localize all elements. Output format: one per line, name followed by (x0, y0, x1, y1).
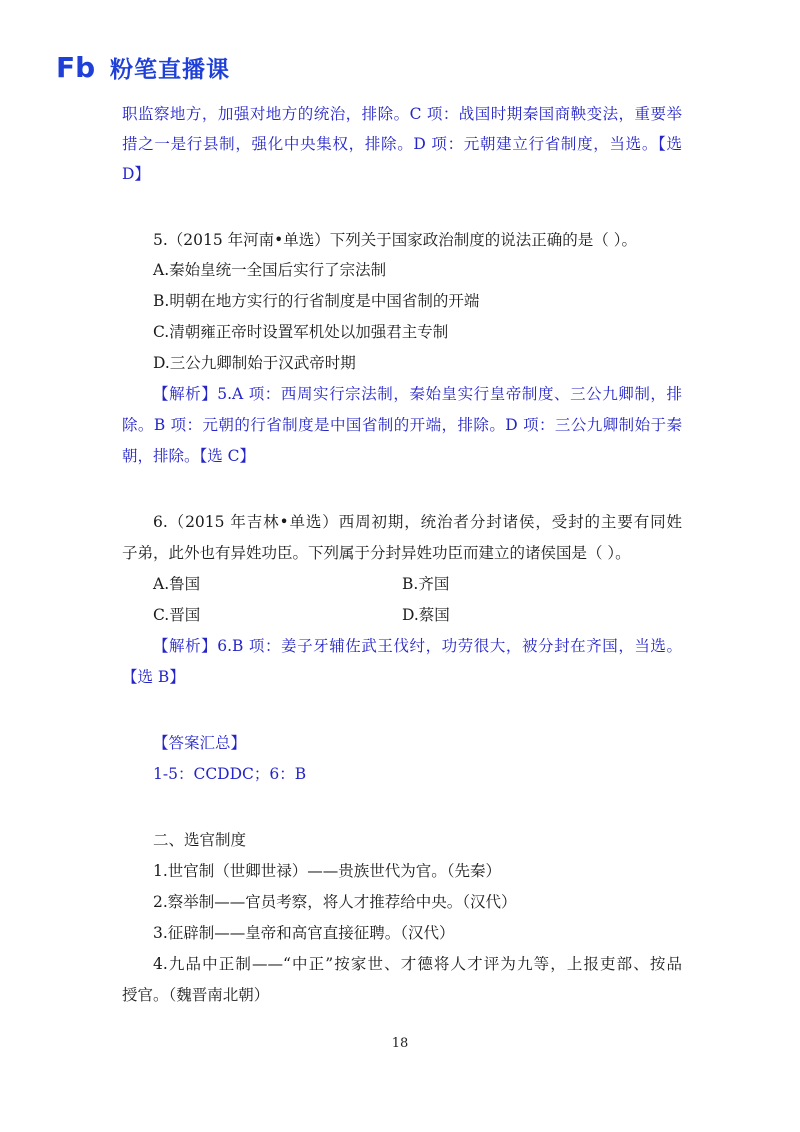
q6-option-c: C.晋国 (153, 606, 201, 624)
q5-analysis-line-3: 朝，排除。【选 C】 (122, 447, 256, 465)
q6-options-row-1 (122, 570, 682, 598)
q5-analysis-line-2: 除。B 项：元朝的行省制度是中国省制的开端，排除。D 项：三公九卿制始于秦 (122, 416, 682, 434)
section2-item-4-line-1: 4.九品中正制——“中正”按家世、才德将人才评为九等，上报吏部、按品 (153, 955, 682, 973)
section2-title: 二、选官制度 (153, 831, 247, 849)
q5-option-d: D.三公九卿制始于汉武帝时期 (153, 354, 356, 372)
header-logo (56, 50, 230, 84)
q5-stem: 5.（2015 年河南•单选）下列关于国家政治制度的说法正确的是（ ）。 (153, 231, 637, 249)
logo-mark-text: Fb (56, 51, 96, 83)
q5-option-c: C.清朝雍正帝时设置军机处以加强君主专制 (153, 323, 449, 341)
q6-analysis-line-1: 【解析】6.B 项：姜子牙辅佐武王伐纣，功劳很大，被分封在齐国，当选。 (153, 637, 682, 655)
q6-options-row-2 (122, 601, 682, 629)
q6-option-b: B.齐国 (402, 575, 450, 593)
q6-stem-line-1: 6.（2015 年吉林•单选）西周初期，统治者分封诸侯，受封的主要有同姓 (153, 513, 682, 531)
summary-title: 【答案汇总】 (153, 734, 247, 752)
section2-item-3: 3.征辟制——皇帝和高官直接征聘。（汉代） (153, 924, 455, 942)
q6-option-d: D.蔡国 (402, 606, 450, 624)
prev-answer-line-3: D】 (122, 165, 150, 183)
q6-stem-line-2: 子弟，此外也有异姓功臣。下列属于分封异姓功臣而建立的诸侯国是（ ）。 (122, 544, 631, 562)
q5-option-b: B.明朝在地方实行的行省制度是中国省制的开端 (153, 292, 480, 310)
summary-answers: 1-5：CCDDC；6：B (153, 765, 307, 783)
fenbi-logo-icon (56, 51, 100, 83)
section2-item-1: 1.世官制（世卿世禄）——贵族世代为官。（先秦） (153, 862, 502, 880)
q5-analysis-line-1: 【解析】5.A 项：西周实行宗法制，秦始皇实行皇帝制度、三公九卿制，排 (153, 385, 682, 403)
q6-analysis-line-2: 【选 B】 (122, 668, 185, 686)
section2-item-4-line-2: 授官。（魏晋南北朝） (122, 986, 270, 1004)
brand-name: 粉笔直播课 (110, 56, 230, 83)
page-number: 18 (391, 1036, 409, 1051)
section2-item-2: 2.察举制——官员考察，将人才推荐给中央。（汉代） (153, 893, 517, 911)
prev-answer-line-2: 措之一是行县制，强化中央集权，排除。D 项：元朝建立行省制度，当选。【选 (122, 135, 682, 153)
q5-option-a: A.秦始皇统一全国后实行了宗法制 (153, 261, 387, 279)
q6-option-a: A.鲁国 (153, 575, 201, 593)
prev-answer-line-1: 职监察地方，加强对地方的统治，排除。C 项：战国时期秦国商鞅变法，重要举 (122, 105, 682, 123)
